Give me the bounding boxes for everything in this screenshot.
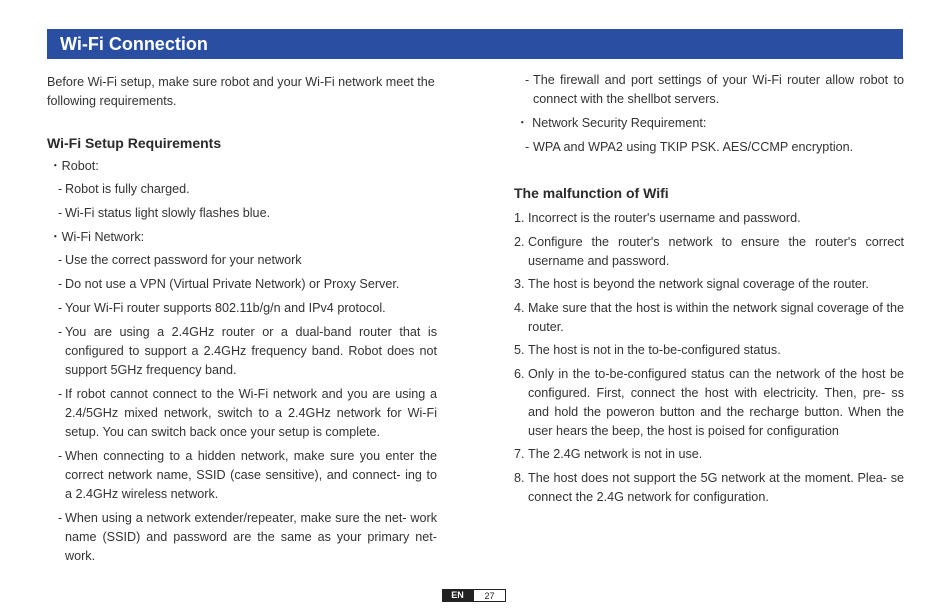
list-item: - The firewall and port settings of your Wi-Fi router allow robot to connect with the shellbot servers. <box>514 71 904 109</box>
list-item: - You are using a 2.4GHz router or a dual-band router that is configured to support a 2.4GHz frequency band. Robot does not support 5GHz frequency band. <box>47 323 437 380</box>
item-number: 7. <box>514 447 525 461</box>
list-item: - Wi-Fi status light slowly flashes blue. <box>47 204 437 223</box>
item-text: The 2.4G network is not in use. <box>528 447 703 461</box>
language-badge: EN <box>442 589 473 602</box>
item-number: 3. <box>514 277 525 291</box>
item-text: The host does not support the 5G network at the moment. Plea- se connect the 2.4G network for configuration. <box>528 470 904 504</box>
list-item <box>514 299 904 337</box>
robot-label: ・Robot: <box>49 159 99 173</box>
page-number: 27 <box>473 589 506 602</box>
item-number: 6. <box>514 366 525 381</box>
list-item <box>514 469 904 507</box>
item-number: 8. <box>514 470 525 485</box>
intro-text: Before Wi-Fi setup, make sure robot and your Wi-Fi network meet the following requirements. <box>47 75 435 108</box>
malfunction-heading: The malfunction of Wifi <box>514 185 669 201</box>
list-item <box>514 275 904 294</box>
item-text: Make sure that the host is within the network signal coverage of the router. <box>528 300 904 334</box>
network-label: ・Wi-Fi Network: <box>49 230 145 244</box>
item-text: The host is not in the to-be-configured status. <box>528 343 781 357</box>
item-number: 5. <box>514 343 525 357</box>
list-item <box>514 365 904 441</box>
list-item: - WPA and WPA2 using TKIP PSK. AES/CCMP encryption. <box>514 138 904 157</box>
item-number: 4. <box>514 300 525 315</box>
right-column <box>514 71 904 511</box>
list-item <box>514 209 904 228</box>
item-number: 2. <box>514 234 525 249</box>
item-text: The host is beyond the network signal coverage of the router. <box>528 277 869 291</box>
setup-requirements-heading: Wi-Fi Setup Requirements <box>47 135 222 151</box>
list-item: - If robot cannot connect to the Wi-Fi network and you are using a 2.4/5GHz mixed network, switch to a 2.4GHz network for Wi-Fi setup. You can switch back once your setup is complete. <box>47 385 437 442</box>
list-item: - Do not use a VPN (Virtual Private Network) or Proxy Server. <box>47 275 437 294</box>
list-item: - When using a network extender/repeater, make sure the net- work name (SSID) and password are the same as your primary net- work. <box>47 509 437 566</box>
page-title: Wi-Fi Connection <box>47 29 903 59</box>
security-label: ・ Network Security Requirement: <box>516 116 707 130</box>
list-item: - Use the correct password for your network <box>47 251 437 270</box>
item-text: Configure the router's network to ensure the router's correct username and password. <box>528 234 904 268</box>
list-item: - When connecting to a hidden network, make sure you enter the correct network name, SSID (case sensitive), and connect- ing to a 2.4GHz wireless network. <box>47 447 437 504</box>
list-item: - Robot is fully charged. <box>47 180 437 199</box>
item-text: Only in the to-be-configured status can the network of the host be configured. First, connect the host with electricity. Then, pre- ss and hold the poweron button and the recharge button. When the user hears the beep, the host is poised for configuration <box>528 366 904 438</box>
page-footer <box>442 589 506 602</box>
item-text: Incorrect is the router's username and password. <box>528 211 801 225</box>
list-item <box>514 445 904 464</box>
list-item <box>514 341 904 360</box>
left-column <box>47 73 437 571</box>
list-item: - Your Wi-Fi router supports 802.11b/g/n and IPv4 protocol. <box>47 299 437 318</box>
item-number: 1. <box>514 211 525 225</box>
list-item <box>514 233 904 271</box>
